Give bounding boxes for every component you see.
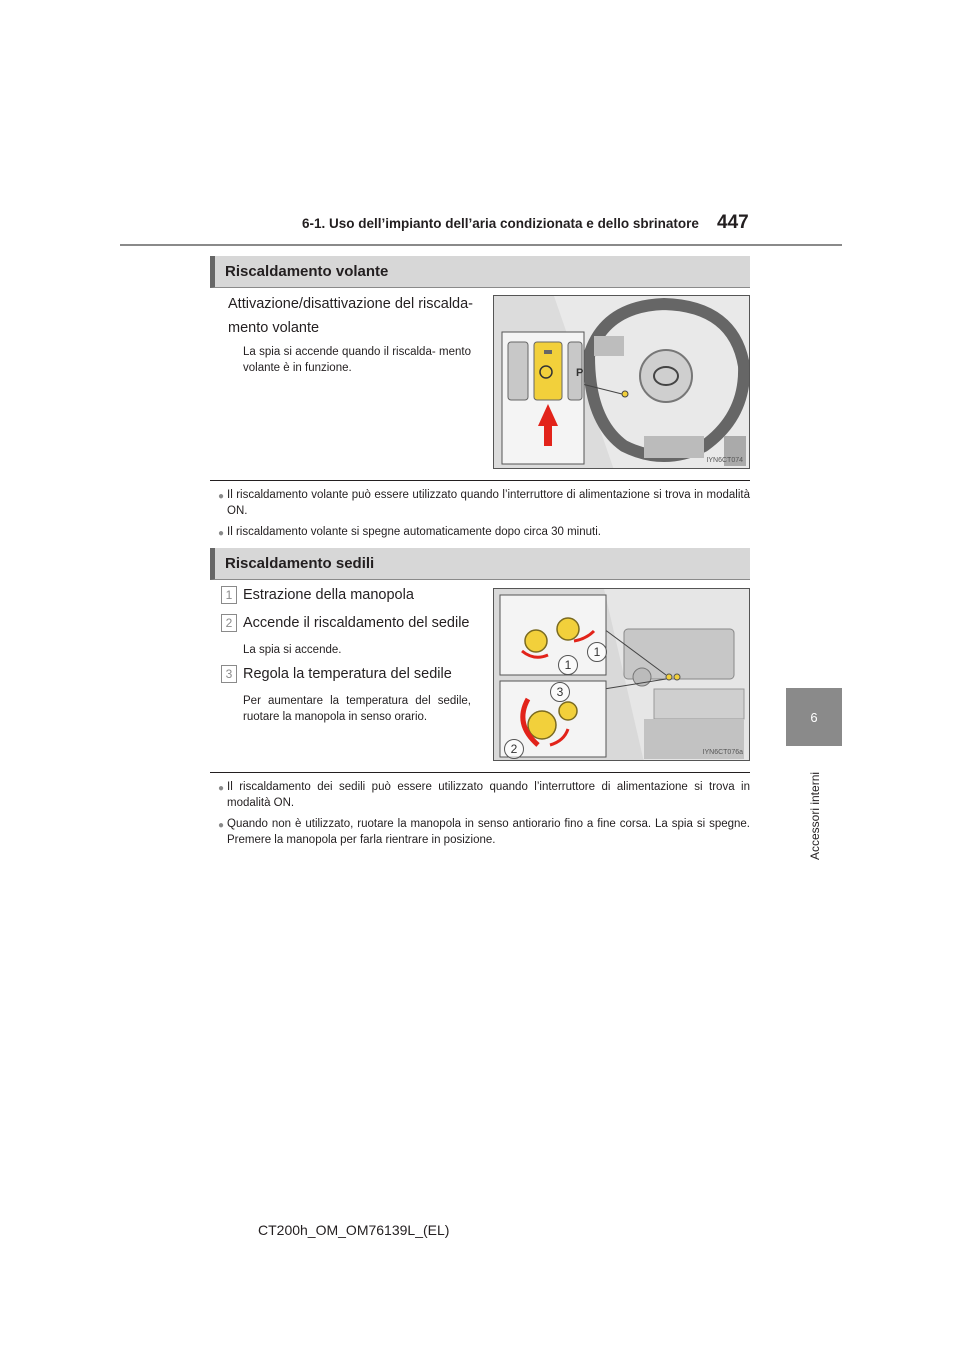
bullet-icon: ● bbox=[218, 528, 225, 539]
section-title: Riscaldamento volante bbox=[225, 263, 389, 280]
bullet-icon: ● bbox=[218, 783, 225, 794]
callout-marker: 1 bbox=[558, 655, 578, 675]
note-item bbox=[218, 816, 750, 848]
document-code: CT200h_OM_OM76139L_(EL) bbox=[258, 1222, 450, 1238]
svg-text:P: P bbox=[576, 367, 584, 379]
chapter-label-text: Accessori interni bbox=[808, 771, 822, 860]
section-header-steering-heater bbox=[210, 256, 750, 288]
notes-divider bbox=[210, 480, 750, 481]
section-title: Riscaldamento sedili bbox=[225, 555, 375, 572]
running-header: 6-1. Uso dell’impianto dell’aria condizionata e dello sbrinatore bbox=[302, 216, 699, 231]
figure-code: IYN6CT076a bbox=[702, 749, 743, 756]
step-note: Per aumentare la temperatura del sedile, ruotare la manopola in senso orario. bbox=[243, 695, 471, 723]
section-header-seat-heater bbox=[210, 548, 750, 580]
note-item bbox=[218, 487, 750, 519]
step-text: Accende il riscaldamento del sedile bbox=[243, 615, 470, 631]
note-item bbox=[218, 779, 750, 811]
step-text: Regola la temperatura del sedile bbox=[243, 666, 452, 682]
page-number: 447 bbox=[717, 212, 749, 233]
chapter-number: 6 bbox=[810, 709, 818, 725]
note-text: Il riscaldamento volante può essere utilizzato quando l’interruttore di alimentazione si trova in modalità ON. bbox=[227, 489, 750, 517]
note-text: Quando non è utilizzato, ruotare la manopola in senso antiorario fino a fine corsa. La spia si spegne. Premere la manopola per farla rientrare in posizione. bbox=[227, 818, 750, 846]
step-number-badge: 3 bbox=[221, 665, 237, 683]
steering-wheel-illustration bbox=[494, 296, 750, 469]
chapter-side-label bbox=[796, 760, 822, 860]
step-number-badge: 1 bbox=[221, 586, 237, 604]
bullet-icon: ● bbox=[218, 491, 225, 502]
seat-heater-illustration bbox=[494, 589, 750, 761]
step-note: La spia si accende quando il riscalda- mento volante è in funzione. bbox=[243, 346, 471, 374]
step-number-badge: 2 bbox=[221, 614, 237, 632]
notes-divider bbox=[210, 772, 750, 773]
figure-steering-wheel-heater bbox=[493, 295, 750, 469]
step-note: La spia si accende. bbox=[243, 644, 342, 656]
figure-code: IYN6CT074 bbox=[706, 457, 743, 464]
callout-marker: 3 bbox=[550, 682, 570, 702]
note-text: Il riscaldamento volante si spegne automaticamente dopo circa 30 minuti. bbox=[227, 526, 601, 538]
callout-marker: 2 bbox=[504, 739, 524, 759]
step-text: Estrazione della manopola bbox=[243, 587, 414, 603]
step-text: Attivazione/disattivazione del riscalda- mento volante bbox=[228, 296, 474, 336]
callout-marker: 1 bbox=[587, 642, 607, 662]
note-text: Il riscaldamento dei sedili può essere utilizzato quando l’interruttore di alimentazione si trova in modalità ON. bbox=[227, 781, 750, 809]
note-item bbox=[218, 524, 750, 540]
header-divider bbox=[120, 244, 842, 246]
figure-seat-heater-knobs bbox=[493, 588, 750, 761]
bullet-icon: ● bbox=[218, 820, 225, 831]
